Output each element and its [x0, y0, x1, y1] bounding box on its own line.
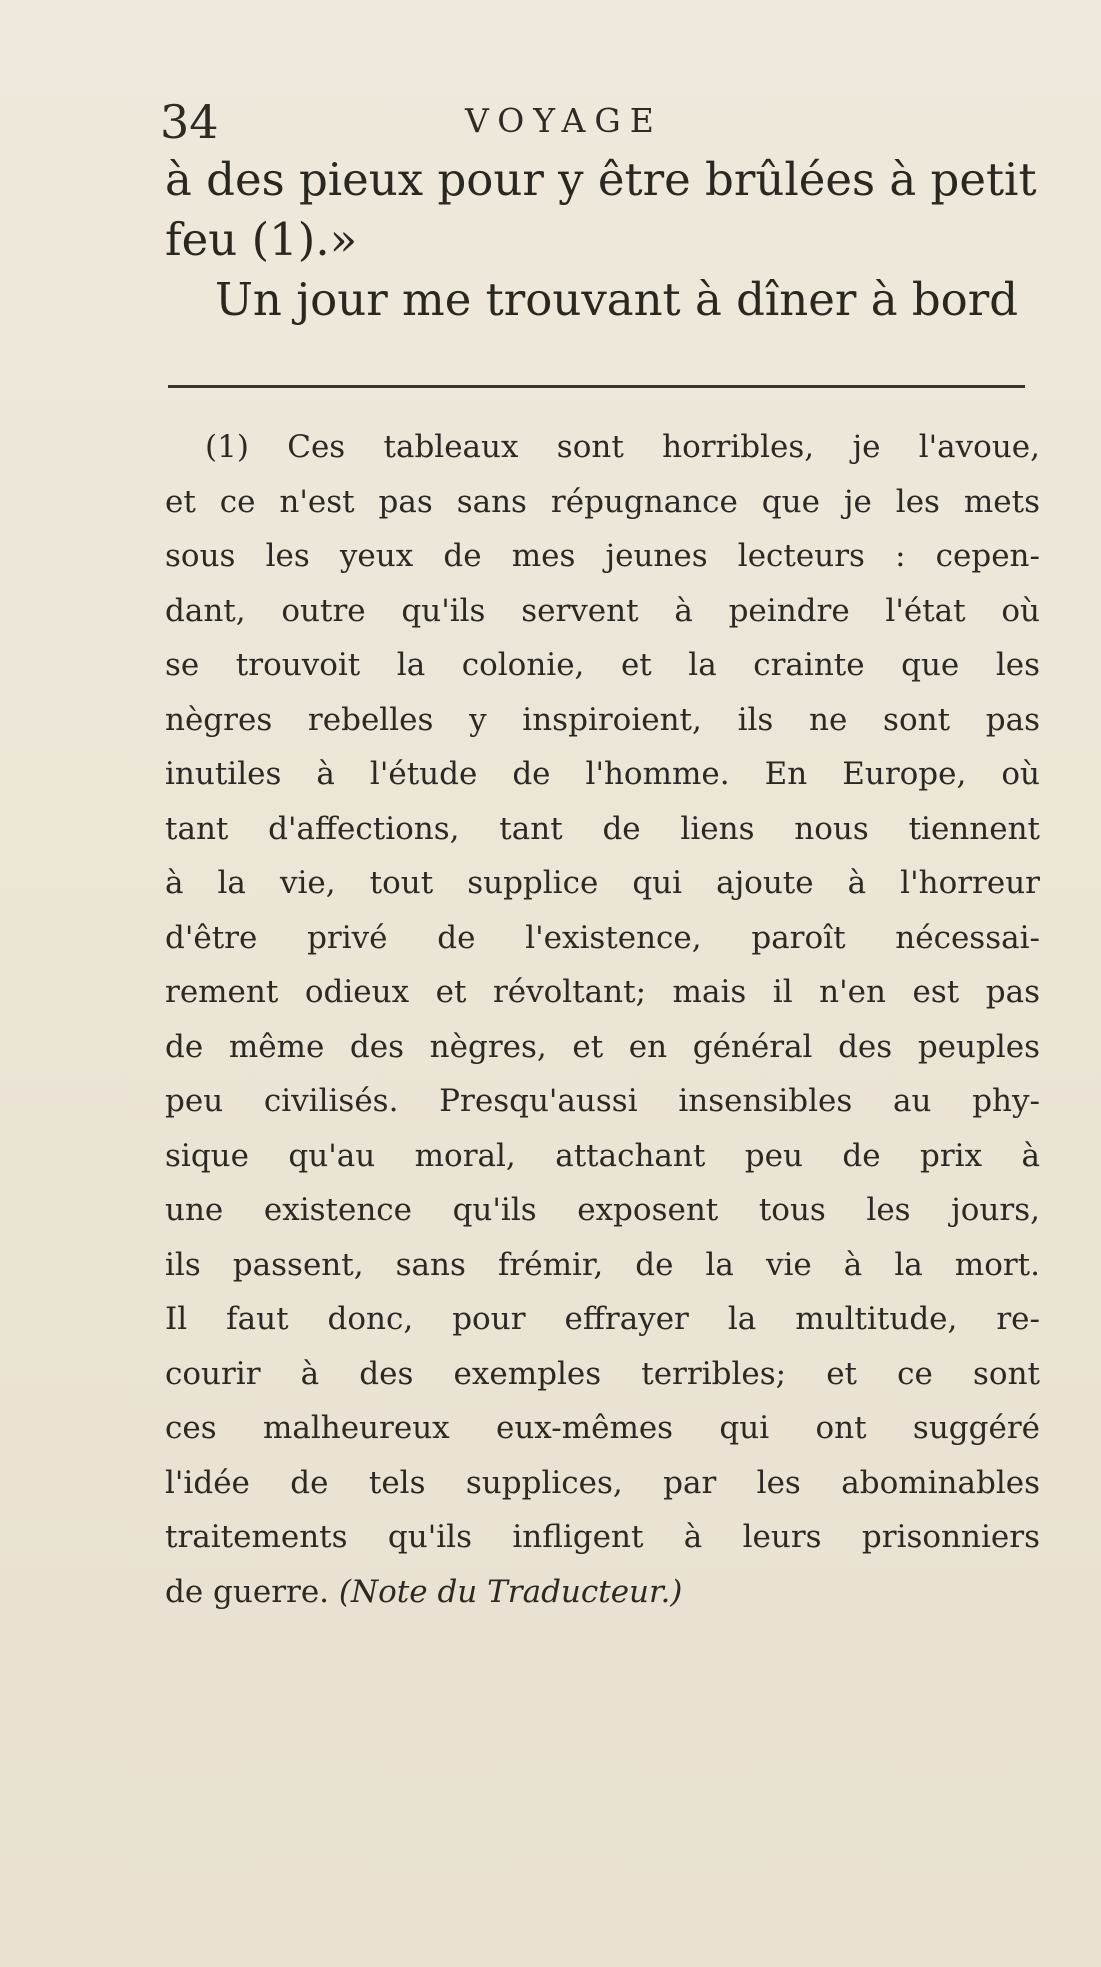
- footnote-last-line: [165, 1565, 1040, 1620]
- footnote-line: sous les yeux de mes jeunes lecteurs : cepen-: [165, 538, 1040, 574]
- page-number: 34: [160, 95, 219, 149]
- main-text-line: feu (1).»: [165, 213, 358, 266]
- footnote-line: d'être privé de l'existence, paroît nécessai-: [165, 919, 1040, 956]
- footnote-line: courir à des exemples terribles; et ce sont: [165, 1355, 1040, 1392]
- footnote-line: dant, outre qu'ils servent à peindre l'état où: [165, 592, 1040, 629]
- translator-note: (Note du Traducteur.): [338, 1573, 683, 1610]
- main-text-line: Un jour me trouvant à dîner à bord: [215, 273, 1019, 326]
- running-head: VOYAGE: [465, 101, 663, 140]
- footnote-line: traitements qu'ils infligent à leurs prisonniers: [165, 1519, 1040, 1555]
- footnote-line: une existence qu'ils exposent tous les jours,: [165, 1192, 1040, 1228]
- footnote-line: sique qu'au moral, attachant peu de prix à: [165, 1137, 1040, 1174]
- footnote-line: nègres rebelles y inspiroient, ils ne sont pas: [165, 701, 1040, 738]
- footnote-line: l'idée de tels supplices, par les abominables: [165, 1464, 1040, 1501]
- footnote-line: inutiles à l'étude de l'homme. En Europe, où: [165, 756, 1040, 792]
- footnote-line: ces malheureux eux-mêmes qui ont suggéré: [165, 1410, 1040, 1446]
- footnote-line: (1) Ces tableaux sont horribles, je l'avoue,: [205, 429, 1040, 465]
- footnote-line-text: de guerre.: [165, 1573, 330, 1610]
- footnote-line: à la vie, tout supplice qui ajoute à l'horreur: [165, 865, 1040, 901]
- main-text: [165, 150, 1035, 330]
- footnote-line: de même des nègres, et en général des peuples: [165, 1028, 1040, 1065]
- footnote: [165, 420, 1040, 1619]
- footnote-line: et ce n'est pas sans répugnance que je les mets: [165, 483, 1040, 520]
- footnote-line: tant d'affections, tant de liens nous tiennent: [165, 810, 1040, 847]
- footnote-line: ils passent, sans frémir, de la vie à la mort.: [165, 1246, 1040, 1283]
- page-header: [160, 95, 1040, 155]
- footnote-line: se trouvoit la colonie, et la crainte que les: [165, 647, 1040, 683]
- main-text-line: à des pieux pour y être brûlées à petit: [165, 153, 1037, 206]
- footnote-line: rement odieux et révoltant; mais il n'en est pas: [165, 974, 1040, 1010]
- footnote-line: peu civilisés. Presqu'aussi insensibles au phy-: [165, 1083, 1040, 1119]
- footnote-divider: [168, 385, 1025, 388]
- footnote-line: Il faut donc, pour effrayer la multitude, re-: [165, 1301, 1040, 1337]
